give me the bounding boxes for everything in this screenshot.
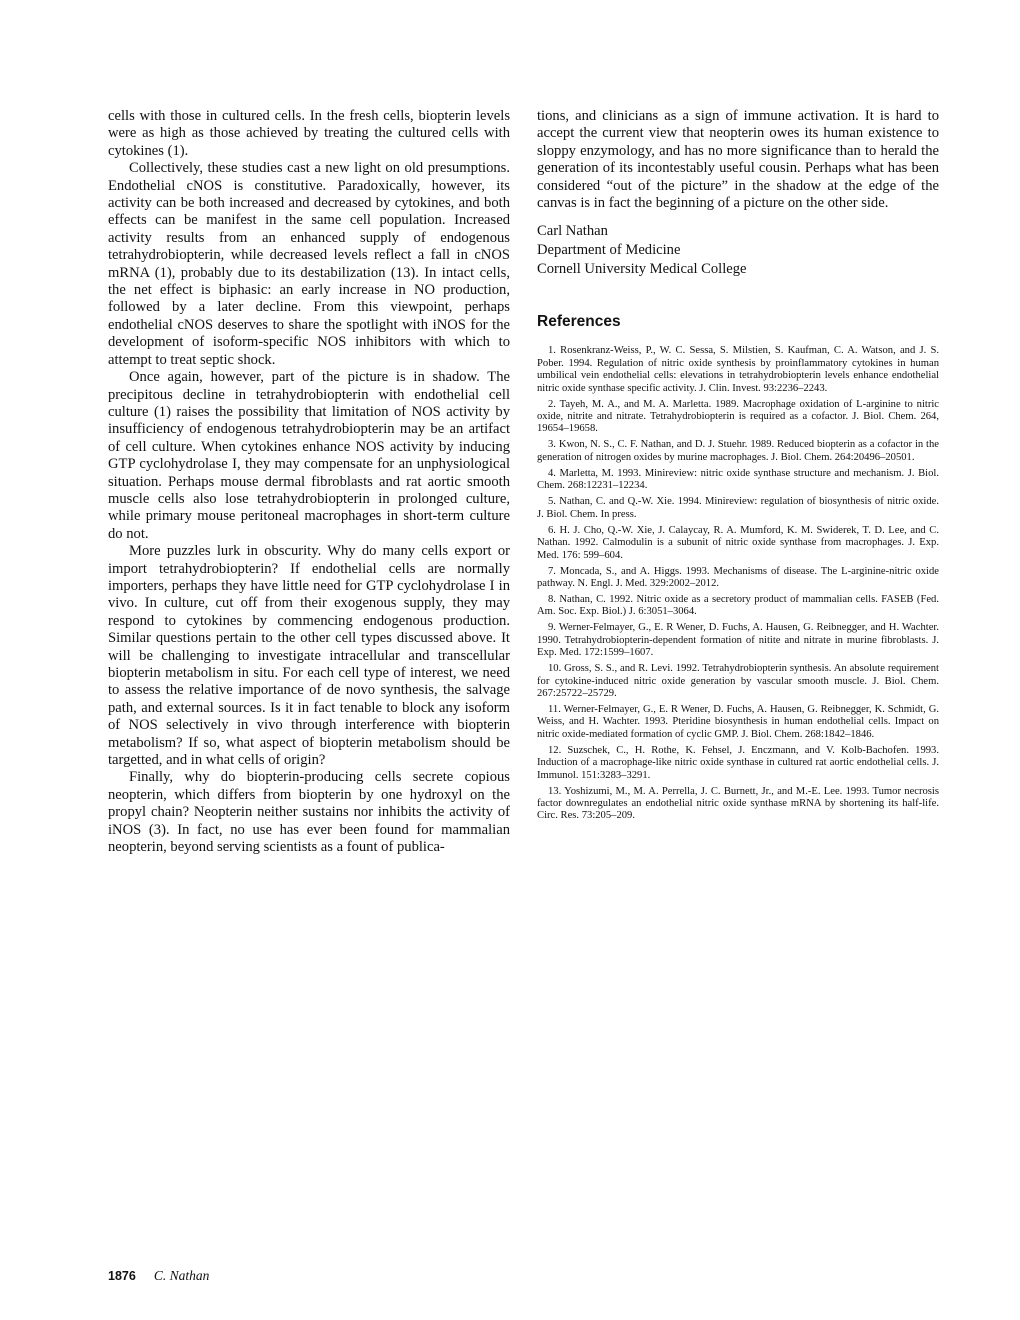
body-paragraph: Collectively, these studies cast a new light on old presumptions. Endothelial cNOS is constitutive. Paradoxically, however, its activity can be both increased and decreased by cytokines, and both effects can be manifest in the same cell population. Increased activity results from an enhanced supply of endogenous tetrahydrobiopterin, while decreased levels reflect a fall in cNOS mRNA (1), probably due to its destabilization (13). In intact cells, the net effect is biphasic: an early increase in NO production, followed by a later decline. From this viewpoint, perhaps endothelial cNOS deserves to share the spotlight with iNOS for the development of isoform-specific NOS inhibitors with which to attempt to treat septic shock.: [108, 160, 510, 368]
author-department: Department of Medicine: [537, 242, 681, 259]
left-column: [108, 108, 510, 856]
reference-item: 1. Rosenkranz-Weiss, P., W. C. Sessa, S. Milstien, S. Kaufman, C. A. Watson, and J. S. Pober. 1994. Regulation of nitric oxide synthesis by proinflammatory cytokines in human umbilical vein endothelial cells: elevations in tetrahydrobiopterin levels enhance endothelial nitric oxide synthase specific activity. J. Clin. Invest. 93:2236–2243.: [537, 345, 939, 394]
author-institution: Cornell University Medical College: [537, 261, 747, 278]
reference-list: [537, 345, 939, 822]
body-paragraph: More puzzles lurk in obscurity. Why do many cells export or import tetrahydrobiopterin? If endothelial cells are normally importers, perhaps they have little need for GTP cyclohydrolase I in vivo. In culture, cut off from their exogenous supply, they may respond to cytokines by commencing endogenous production. Similar questions pertain to the other cell types discussed above. It will be challenging to investigate intracellular and transcellular biopterin metabolism in situ. For each cell type of interest, we need to assess the relative importance of de novo synthesis, the salvage path, and external sources. Is it in fact tenable to block any isoform of NOS selectively in vivo through interference with biopterin metabolism? If so, what aspect of biopterin metabolism should be targetted, and in what cells of origin?: [108, 543, 510, 769]
reference-item: 3. Kwon, N. S., C. F. Nathan, and D. J. Stuehr. 1989. Reduced biopterin as a cofactor in the generation of nitrogen oxides by murine macrophages. J. Biol. Chem. 264:20496–20501.: [537, 439, 939, 463]
reference-item: 5. Nathan, C. and Q.-W. Xie. 1994. Minireview: regulation of biosynthesis of nitric oxide. J. Biol. Chem. In press.: [537, 496, 939, 520]
reference-item: 8. Nathan, C. 1992. Nitric oxide as a secretory product of mammalian cells. FASEB (Fed. Am. Soc. Exp. Biol.) J. 6:3051–3064.: [537, 593, 939, 618]
reference-item: 2. Tayeh, M. A., and M. A. Marletta. 1989. Macrophage oxidation of L-arginine to nitric oxide, nitrite and nitrate. Tetrahydrobiopterin is required as a cofactor. J. Biol. Chem. 264, 19654–19658.: [537, 398, 939, 435]
references-heading: References: [537, 313, 621, 331]
body-paragraph: cells with those in cultured cells. In the fresh cells, biopterin levels were as high as those achieved by treating the cultured cells with cytokines (1).: [108, 108, 510, 159]
reference-item: 12. Suzschek, C., H. Rothe, K. Fehsel, J. Enczmann, and V. Kolb-Bachofen. 1993. Induction of a macrophage-like nitric oxide synthase in cultured rat aortic endothelial cells. J. Immunol. 151:3283–3291.: [537, 744, 939, 781]
author-signature: [537, 222, 939, 279]
reference-item: 9. Werner-Felmayer, G., E. R Wener, D. Fuchs, A. Hausen, G. Reibnegger, and H. Wachter. 1990. Tetrahydrobiopterin-dependent formation of nitite and nitrate in murine fibroblasts. J. Exp. Med. 172:1599–1607.: [537, 622, 939, 659]
page-number: 1876: [108, 1269, 136, 1283]
reference-item: 13. Yoshizumi, M., M. A. Perrella, J. C. Burnett, Jr., and M.-E. Lee. 1993. Tumor necrosis factor downregulates an endothelial nitric oxide synthase mRNA by shortening its half-life. Circ. Res. 73:205–209.: [537, 785, 939, 822]
right-column: [537, 108, 939, 826]
body-paragraph: Finally, why do biopterin-producing cells secrete copious neopterin, which differs from biopterin by one hydroxyl on the propyl chain? Neopterin neither sustains nor inhibits the activity of iNOS (3). In fact, no use has ever been found for mammalian neopterin, beyond serving scientists as a fount of publica-: [108, 769, 510, 856]
body-paragraph: Once again, however, part of the picture is in shadow. The precipitous decline in tetrahydrobiopterin with endothelial cell culture (1) raises the possibility that limitation of NOS activity by insufficiency of endogenous tetrahydrobiopterin may be an artifact of cell culture. When cytokines enhance NOS activity by inducing GTP cyclohydrolase I, they may compensate for an unphysiological situation. Perhaps mouse dermal fibroblasts and rat aortic smooth muscle cells also lose tetrahydrobiopterin in prolonged culture, while primary mouse peritoneal macrophages in short-term culture do not.: [108, 369, 510, 542]
reference-item: 4. Marletta, M. 1993. Minireview: nitric oxide synthase structure and mechanism. J. Biol. Chem. 268:12231–12234.: [537, 467, 939, 492]
author-name: Carl Nathan: [537, 223, 608, 240]
body-paragraph: tions, and clinicians as a sign of immune activation. It is hard to accept the current view that neopterin owes its human existence to sloppy enzymology, and has no more significance than to herald the generation of its incontestably useful cousin. Perhaps what has been considered “out of the picture” in the shadow at the edge of the canvas is in fact the beginning of a picture on the other side.: [537, 108, 939, 212]
reference-item: 10. Gross, S. S., and R. Levi. 1992. Tetrahydrobiopterin synthesis. An absolute requirement for cytokine-induced nitric oxide generation by vascular smooth muscle. J. Biol. Chem. 267:25722–25729.: [537, 663, 939, 699]
reference-item: 11. Werner-Felmayer, G., E. R Wener, D. Fuchs, A. Hausen, G. Reibnegger, K. Schmidt, G. Weiss, and H. Wachter. 1993. Pteridine biosynthesis in human endothelial cells. Impact on nitric oxide-mediated formation of cyclic GMP. J. Biol. Chem. 268:1842–1846.: [537, 703, 939, 740]
reference-item: 7. Moncada, S., and A. Higgs. 1993. Mechanisms of disease. The L-arginine-nitric oxide pathway. N. Engl. J. Med. 329:2002–2012.: [537, 565, 939, 589]
page-footer: [108, 1268, 209, 1284]
running-author: C. Nathan: [153, 1268, 210, 1283]
reference-item: 6. H. J. Cho, Q.-W. Xie, J. Calaycay, R. A. Mumford, K. M. Swiderek, T. D. Lee, and C. Nathan. 1992. Calmodulin is a subunit of nitric oxide synthase from macrophages. J. Exp. Med. 176: 599–604.: [537, 524, 939, 561]
